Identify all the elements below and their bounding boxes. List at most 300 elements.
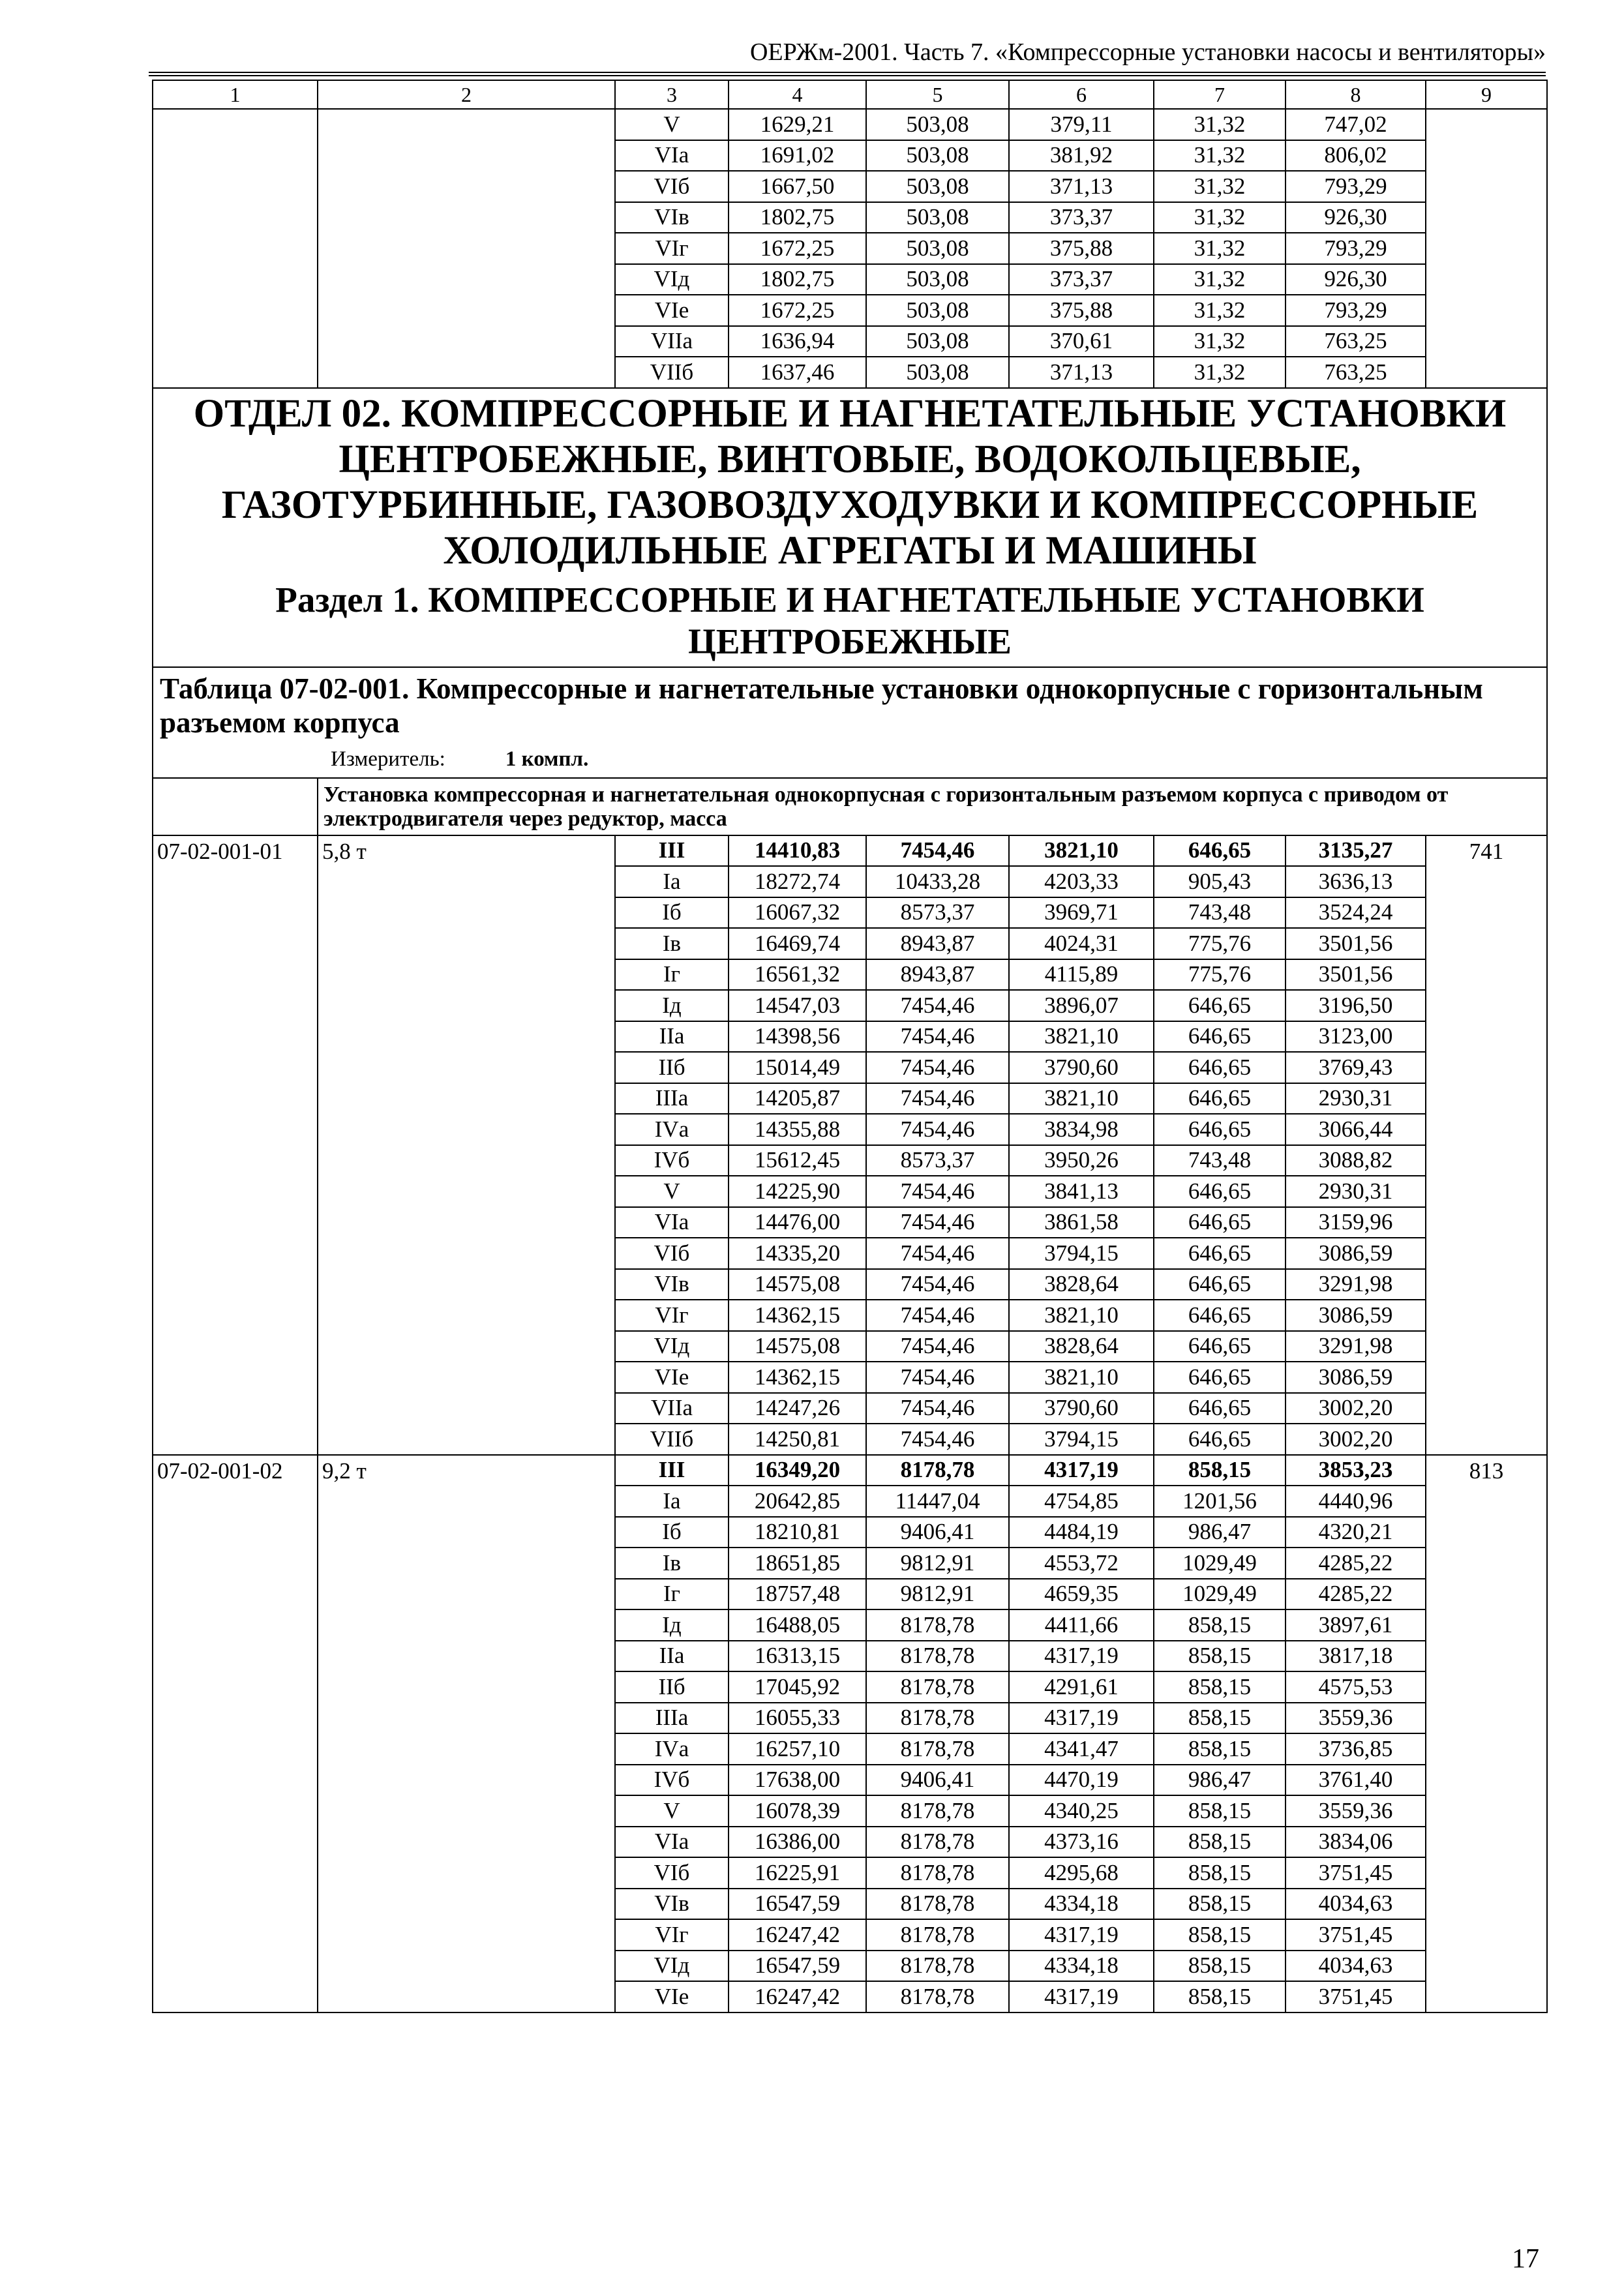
value-cell: 4754,85 bbox=[1009, 1486, 1154, 1517]
zone-cell: Iа bbox=[615, 1486, 729, 1517]
value-cell: 3291,98 bbox=[1286, 1331, 1426, 1362]
column-number: 5 bbox=[866, 80, 1009, 109]
table-row bbox=[153, 109, 1547, 140]
value-cell: 3159,96 bbox=[1286, 1207, 1426, 1238]
table-caption bbox=[153, 667, 1547, 778]
value-cell: 858,15 bbox=[1154, 1609, 1286, 1641]
zone-cell: VIб bbox=[615, 1857, 729, 1889]
value-cell: 4659,35 bbox=[1009, 1579, 1154, 1610]
value-cell: 858,15 bbox=[1154, 1951, 1286, 1982]
value-cell: 1672,25 bbox=[729, 295, 866, 326]
value-cell: 743,48 bbox=[1154, 1145, 1286, 1176]
value-cell: 2930,31 bbox=[1286, 1176, 1426, 1207]
value-cell: 3751,45 bbox=[1286, 1981, 1426, 2012]
zone-cell: Iг bbox=[615, 959, 729, 991]
value-cell: 11447,04 bbox=[866, 1486, 1009, 1517]
value-cell: 14225,90 bbox=[729, 1176, 866, 1207]
measure-line bbox=[160, 746, 1540, 772]
value-cell: 4553,72 bbox=[1009, 1548, 1154, 1579]
value-cell: 4484,19 bbox=[1009, 1517, 1154, 1548]
value-cell: 858,15 bbox=[1154, 1733, 1286, 1765]
value-cell: 3524,24 bbox=[1286, 897, 1426, 929]
value-cell: 375,88 bbox=[1009, 295, 1154, 326]
value-cell: 16488,05 bbox=[729, 1609, 866, 1641]
value-cell: 3291,98 bbox=[1286, 1269, 1426, 1300]
value-cell: 4203,33 bbox=[1009, 866, 1154, 897]
value-cell: 3769,43 bbox=[1286, 1052, 1426, 1083]
value-cell: 4034,63 bbox=[1286, 1951, 1426, 1982]
column-number: 1 bbox=[153, 80, 318, 109]
value-cell: 14362,15 bbox=[729, 1362, 866, 1393]
value-cell: 3088,82 bbox=[1286, 1145, 1426, 1176]
value-cell: 3761,40 bbox=[1286, 1765, 1426, 1796]
value-cell: 15014,49 bbox=[729, 1052, 866, 1083]
table-caption-row bbox=[153, 667, 1547, 778]
value-cell: 858,15 bbox=[1154, 1981, 1286, 2012]
zone-cell: VIIа bbox=[615, 1393, 729, 1424]
value-cell: 4470,19 bbox=[1009, 1765, 1154, 1796]
value-cell: 646,65 bbox=[1154, 1238, 1286, 1269]
value-cell: 16386,00 bbox=[729, 1827, 866, 1858]
value-cell: 9812,91 bbox=[866, 1579, 1009, 1610]
value-cell: 1201,56 bbox=[1154, 1486, 1286, 1517]
column-number: 4 bbox=[729, 80, 866, 109]
value-cell: 16247,42 bbox=[729, 1919, 866, 1951]
value-cell: 3002,20 bbox=[1286, 1393, 1426, 1424]
zone-cell: Iд bbox=[615, 990, 729, 1021]
value-cell: 646,65 bbox=[1154, 1362, 1286, 1393]
value-cell: 14335,20 bbox=[729, 1238, 866, 1269]
value-cell: 8178,78 bbox=[866, 1455, 1009, 1486]
table-row bbox=[153, 835, 1547, 867]
value-cell: 8178,78 bbox=[866, 1641, 1009, 1672]
zone-cell: VIв bbox=[615, 1269, 729, 1300]
value-cell: 4373,16 bbox=[1009, 1827, 1154, 1858]
value-cell: 7454,46 bbox=[866, 1331, 1009, 1362]
value-cell: 8178,78 bbox=[866, 1889, 1009, 1920]
value-cell: 3135,27 bbox=[1286, 835, 1426, 867]
value-cell: 14410,83 bbox=[729, 835, 866, 867]
value-cell: 646,65 bbox=[1154, 1300, 1286, 1331]
value-cell: 646,65 bbox=[1154, 1052, 1286, 1083]
measure-value: 1 компл. bbox=[505, 747, 589, 771]
column-number: 7 bbox=[1154, 80, 1286, 109]
value-cell: 858,15 bbox=[1154, 1703, 1286, 1734]
value-cell: 4291,61 bbox=[1009, 1671, 1154, 1703]
value-cell: 3821,10 bbox=[1009, 1083, 1154, 1115]
value-cell: 858,15 bbox=[1154, 1641, 1286, 1672]
department-row bbox=[153, 388, 1547, 667]
item-mass: 9,2 т bbox=[318, 1455, 615, 2012]
value-cell: 3086,59 bbox=[1286, 1362, 1426, 1393]
value-cell: 1802,75 bbox=[729, 202, 866, 233]
value-cell: 4334,18 bbox=[1009, 1951, 1154, 1982]
value-cell: 3501,56 bbox=[1286, 959, 1426, 991]
value-cell: 7454,46 bbox=[866, 1238, 1009, 1269]
zone-cell: VIIа bbox=[615, 326, 729, 357]
value-cell: 4024,31 bbox=[1009, 928, 1154, 959]
value-cell: 986,47 bbox=[1154, 1765, 1286, 1796]
value-cell: 8178,78 bbox=[866, 1795, 1009, 1827]
value-cell: 763,25 bbox=[1286, 326, 1426, 357]
value-cell: 646,65 bbox=[1154, 1424, 1286, 1455]
value-cell: 16469,74 bbox=[729, 928, 866, 959]
value-cell: 14250,81 bbox=[729, 1424, 866, 1455]
value-cell: 858,15 bbox=[1154, 1919, 1286, 1951]
value-cell: 31,32 bbox=[1154, 264, 1286, 295]
name-cell bbox=[318, 109, 615, 388]
value-cell: 18272,74 bbox=[729, 866, 866, 897]
value-cell: 926,30 bbox=[1286, 202, 1426, 233]
value-cell: 503,08 bbox=[866, 109, 1009, 140]
value-cell: 1691,02 bbox=[729, 140, 866, 172]
value-cell: 381,92 bbox=[1009, 140, 1154, 172]
value-cell: 793,29 bbox=[1286, 233, 1426, 264]
value-cell: 503,08 bbox=[866, 264, 1009, 295]
value-cell: 3086,59 bbox=[1286, 1300, 1426, 1331]
value-cell: 7454,46 bbox=[866, 1269, 1009, 1300]
column-number: 2 bbox=[318, 80, 615, 109]
value-cell: 4340,25 bbox=[1009, 1795, 1154, 1827]
value-cell: 3834,06 bbox=[1286, 1827, 1426, 1858]
value-cell: 16561,32 bbox=[729, 959, 866, 991]
value-cell: 793,29 bbox=[1286, 171, 1426, 202]
value-cell: 14205,87 bbox=[729, 1083, 866, 1115]
value-cell: 8178,78 bbox=[866, 1919, 1009, 1951]
value-cell: 8178,78 bbox=[866, 1671, 1009, 1703]
value-cell: 373,37 bbox=[1009, 202, 1154, 233]
value-cell: 8178,78 bbox=[866, 1827, 1009, 1858]
value-cell: 793,29 bbox=[1286, 295, 1426, 326]
value-cell: 858,15 bbox=[1154, 1889, 1286, 1920]
value-cell: 646,65 bbox=[1154, 1331, 1286, 1362]
value-cell: 1672,25 bbox=[729, 233, 866, 264]
value-cell: 3821,10 bbox=[1009, 1362, 1154, 1393]
zone-cell: III bbox=[615, 1455, 729, 1486]
value-cell: 503,08 bbox=[866, 233, 1009, 264]
value-cell: 646,65 bbox=[1154, 835, 1286, 867]
zone-cell: V bbox=[615, 1176, 729, 1207]
value-cell: 31,32 bbox=[1154, 233, 1286, 264]
value-cell: 8573,37 bbox=[866, 1145, 1009, 1176]
section-title: Раздел 1. КОМПРЕССОРНЫЕ И НАГНЕТАТЕЛЬНЫЕ УСТАНОВКИ ЦЕНТРОБЕЖНЫЕ bbox=[275, 579, 1424, 661]
value-cell: 3897,61 bbox=[1286, 1609, 1426, 1641]
value-cell: 8943,87 bbox=[866, 959, 1009, 991]
value-cell: 646,65 bbox=[1154, 1393, 1286, 1424]
zone-cell: Iа bbox=[615, 866, 729, 897]
value-cell: 31,32 bbox=[1154, 171, 1286, 202]
zone-cell: VIе bbox=[615, 1362, 729, 1393]
value-cell: 8943,87 bbox=[866, 928, 1009, 959]
value-cell: 370,61 bbox=[1009, 326, 1154, 357]
value-cell: 3790,60 bbox=[1009, 1052, 1154, 1083]
value-cell: 379,11 bbox=[1009, 109, 1154, 140]
value-cell: 3123,00 bbox=[1286, 1021, 1426, 1053]
zone-cell: VIг bbox=[615, 1300, 729, 1331]
column-number: 9 bbox=[1426, 80, 1547, 109]
value-cell: 16055,33 bbox=[729, 1703, 866, 1734]
value-cell: 31,32 bbox=[1154, 357, 1286, 388]
value-cell: 4295,68 bbox=[1009, 1857, 1154, 1889]
column-number: 8 bbox=[1286, 80, 1426, 109]
zone-cell: IVб bbox=[615, 1765, 729, 1796]
table-body bbox=[153, 80, 1547, 2012]
value-cell: 4317,19 bbox=[1009, 1455, 1154, 1486]
value-cell: 1637,46 bbox=[729, 357, 866, 388]
column-number: 3 bbox=[615, 80, 729, 109]
value-cell: 4285,22 bbox=[1286, 1579, 1426, 1610]
value-cell: 3066,44 bbox=[1286, 1114, 1426, 1145]
value-cell: 14355,88 bbox=[729, 1114, 866, 1145]
value-cell: 31,32 bbox=[1154, 295, 1286, 326]
zone-cell: VIа bbox=[615, 1207, 729, 1238]
zone-cell: VIб bbox=[615, 1238, 729, 1269]
value-cell: 15612,45 bbox=[729, 1145, 866, 1176]
zone-cell: VIа bbox=[615, 1827, 729, 1858]
value-cell: 3794,15 bbox=[1009, 1238, 1154, 1269]
value-cell: 3821,10 bbox=[1009, 1300, 1154, 1331]
value-cell: 7454,46 bbox=[866, 1424, 1009, 1455]
value-cell: 3828,64 bbox=[1009, 1331, 1154, 1362]
value-cell: 775,76 bbox=[1154, 928, 1286, 959]
zone-cell: IIа bbox=[615, 1641, 729, 1672]
zone-cell: VIе bbox=[615, 1981, 729, 2012]
value-cell: 14362,15 bbox=[729, 1300, 866, 1331]
zone-cell: IIб bbox=[615, 1671, 729, 1703]
zone-cell: IVа bbox=[615, 1114, 729, 1145]
value-cell: 371,13 bbox=[1009, 357, 1154, 388]
value-cell: 646,65 bbox=[1154, 1207, 1286, 1238]
column-number: 6 bbox=[1009, 80, 1154, 109]
value-cell: 503,08 bbox=[866, 140, 1009, 172]
zone-cell: III bbox=[615, 835, 729, 867]
code-cell bbox=[153, 109, 318, 388]
value-cell: 986,47 bbox=[1154, 1517, 1286, 1548]
value-cell: 9812,91 bbox=[866, 1548, 1009, 1579]
zone-cell: IVа bbox=[615, 1733, 729, 1765]
value-cell: 4034,63 bbox=[1286, 1889, 1426, 1920]
value-cell: 3751,45 bbox=[1286, 1919, 1426, 1951]
value-cell: 3821,10 bbox=[1009, 1021, 1154, 1053]
zone-cell: Iв bbox=[615, 928, 729, 959]
value-cell: 31,32 bbox=[1154, 202, 1286, 233]
value-cell: 3790,60 bbox=[1009, 1393, 1154, 1424]
price-cell bbox=[1426, 109, 1547, 388]
value-cell: 7454,46 bbox=[866, 1393, 1009, 1424]
zone-cell: VIв bbox=[615, 1889, 729, 1920]
zone-cell: Iб bbox=[615, 897, 729, 929]
value-cell: 7454,46 bbox=[866, 1021, 1009, 1053]
value-cell: 373,37 bbox=[1009, 264, 1154, 295]
description-row bbox=[153, 778, 1547, 835]
zone-cell: VIг bbox=[615, 233, 729, 264]
value-cell: 503,08 bbox=[866, 357, 1009, 388]
value-cell: 4341,47 bbox=[1009, 1733, 1154, 1765]
value-cell: 646,65 bbox=[1154, 990, 1286, 1021]
value-cell: 7454,46 bbox=[866, 1300, 1009, 1331]
value-cell: 31,32 bbox=[1154, 109, 1286, 140]
value-cell: 3841,13 bbox=[1009, 1176, 1154, 1207]
zone-cell: VIд bbox=[615, 1331, 729, 1362]
value-cell: 3559,36 bbox=[1286, 1703, 1426, 1734]
value-cell: 7454,46 bbox=[866, 1362, 1009, 1393]
zone-cell: VIе bbox=[615, 295, 729, 326]
value-cell: 31,32 bbox=[1154, 140, 1286, 172]
value-cell: 4285,22 bbox=[1286, 1548, 1426, 1579]
value-cell: 1029,49 bbox=[1154, 1579, 1286, 1610]
value-cell: 763,25 bbox=[1286, 357, 1426, 388]
value-cell: 503,08 bbox=[866, 295, 1009, 326]
zone-cell: IVб bbox=[615, 1145, 729, 1176]
column-number-row bbox=[153, 80, 1547, 109]
zone-cell: VIв bbox=[615, 202, 729, 233]
value-cell: 3196,50 bbox=[1286, 990, 1426, 1021]
value-cell: 375,88 bbox=[1009, 233, 1154, 264]
value-cell: 858,15 bbox=[1154, 1455, 1286, 1486]
running-header: ОЕРЖм-2001. Часть 7. «Компрессорные установки насосы и вентиляторы» bbox=[749, 38, 1546, 66]
item-code: 07-02-001-02 bbox=[153, 1455, 318, 2012]
value-cell: 775,76 bbox=[1154, 959, 1286, 991]
value-cell: 4317,19 bbox=[1009, 1981, 1154, 2012]
value-cell: 3817,18 bbox=[1286, 1641, 1426, 1672]
item-description: Установка компрессорная и нагнетательная однокорпусная с горизонтальным разъемом корпуса с приводом от электродвигателя через редуктор, масса bbox=[318, 778, 1547, 835]
value-cell: 16225,91 bbox=[729, 1857, 866, 1889]
value-cell: 16247,42 bbox=[729, 1981, 866, 2012]
value-cell: 7454,46 bbox=[866, 1176, 1009, 1207]
value-cell: 4115,89 bbox=[1009, 959, 1154, 991]
value-cell: 3751,45 bbox=[1286, 1857, 1426, 1889]
zone-cell: Iв bbox=[615, 1548, 729, 1579]
value-cell: 17045,92 bbox=[729, 1671, 866, 1703]
value-cell: 7454,46 bbox=[866, 990, 1009, 1021]
value-cell: 7454,46 bbox=[866, 1052, 1009, 1083]
value-cell: 16313,15 bbox=[729, 1641, 866, 1672]
header-rule bbox=[149, 72, 1546, 76]
value-cell: 3559,36 bbox=[1286, 1795, 1426, 1827]
zone-cell: Iд bbox=[615, 1609, 729, 1641]
value-cell: 3861,58 bbox=[1009, 1207, 1154, 1238]
value-cell: 3834,98 bbox=[1009, 1114, 1154, 1145]
value-cell: 4317,19 bbox=[1009, 1703, 1154, 1734]
value-cell: 14476,00 bbox=[729, 1207, 866, 1238]
value-cell: 3896,07 bbox=[1009, 990, 1154, 1021]
value-cell: 20642,85 bbox=[729, 1486, 866, 1517]
value-cell: 16547,59 bbox=[729, 1951, 866, 1982]
value-cell: 4334,18 bbox=[1009, 1889, 1154, 1920]
value-cell: 1629,21 bbox=[729, 109, 866, 140]
value-cell: 4411,66 bbox=[1009, 1609, 1154, 1641]
value-cell: 8178,78 bbox=[866, 1981, 1009, 2012]
value-cell: 646,65 bbox=[1154, 1021, 1286, 1053]
value-cell: 10433,28 bbox=[866, 866, 1009, 897]
value-cell: 3086,59 bbox=[1286, 1238, 1426, 1269]
value-cell: 858,15 bbox=[1154, 1795, 1286, 1827]
value-cell: 16078,39 bbox=[729, 1795, 866, 1827]
zone-cell: VIа bbox=[615, 140, 729, 172]
measure-label: Измеритель: bbox=[331, 747, 445, 771]
value-cell: 9406,41 bbox=[866, 1765, 1009, 1796]
value-cell: 3501,56 bbox=[1286, 928, 1426, 959]
zone-cell: VIIб bbox=[615, 1424, 729, 1455]
zone-cell: IIIа bbox=[615, 1083, 729, 1115]
value-cell: 8178,78 bbox=[866, 1609, 1009, 1641]
table-title: Таблица 07-02-001. Компрессорные и нагнетательные установки однокорпусные с горизонтальным разъемом корпуса bbox=[160, 672, 1483, 739]
value-cell: 16067,32 bbox=[729, 897, 866, 929]
zone-cell: IIIа bbox=[615, 1703, 729, 1734]
value-cell: 3636,13 bbox=[1286, 866, 1426, 897]
value-cell: 4320,21 bbox=[1286, 1517, 1426, 1548]
value-cell: 18757,48 bbox=[729, 1579, 866, 1610]
value-cell: 16547,59 bbox=[729, 1889, 866, 1920]
value-cell: 3736,85 bbox=[1286, 1733, 1426, 1765]
value-cell: 3821,10 bbox=[1009, 835, 1154, 867]
value-cell: 8178,78 bbox=[866, 1733, 1009, 1765]
value-cell: 4317,19 bbox=[1009, 1641, 1154, 1672]
value-cell: 503,08 bbox=[866, 202, 1009, 233]
value-cell: 743,48 bbox=[1154, 897, 1286, 929]
zone-cell: IIа bbox=[615, 1021, 729, 1053]
zone-cell: Iг bbox=[615, 1579, 729, 1610]
value-cell: 7454,46 bbox=[866, 1207, 1009, 1238]
value-cell: 646,65 bbox=[1154, 1083, 1286, 1115]
value-cell: 31,32 bbox=[1154, 326, 1286, 357]
value-cell: 926,30 bbox=[1286, 264, 1426, 295]
value-cell: 8573,37 bbox=[866, 897, 1009, 929]
value-cell: 905,43 bbox=[1154, 866, 1286, 897]
zone-cell: VIд bbox=[615, 264, 729, 295]
item-price: 813 bbox=[1426, 1455, 1547, 2012]
value-cell: 14575,08 bbox=[729, 1331, 866, 1362]
code-cell bbox=[153, 778, 318, 835]
value-cell: 16349,20 bbox=[729, 1455, 866, 1486]
value-cell: 3002,20 bbox=[1286, 1424, 1426, 1455]
value-cell: 1667,50 bbox=[729, 171, 866, 202]
value-cell: 3828,64 bbox=[1009, 1269, 1154, 1300]
value-cell: 9406,41 bbox=[866, 1517, 1009, 1548]
value-cell: 16257,10 bbox=[729, 1733, 866, 1765]
value-cell: 503,08 bbox=[866, 171, 1009, 202]
item-code: 07-02-001-01 bbox=[153, 835, 318, 1455]
value-cell: 7454,46 bbox=[866, 1114, 1009, 1145]
page-number: 17 bbox=[1512, 2244, 1539, 2274]
value-cell: 14398,56 bbox=[729, 1021, 866, 1053]
value-cell: 1802,75 bbox=[729, 264, 866, 295]
zone-cell: VIб bbox=[615, 171, 729, 202]
item-mass: 5,8 т bbox=[318, 835, 615, 1455]
value-cell: 3969,71 bbox=[1009, 897, 1154, 929]
table-row bbox=[153, 1455, 1547, 1486]
value-cell: 503,08 bbox=[866, 326, 1009, 357]
value-cell: 8178,78 bbox=[866, 1703, 1009, 1734]
value-cell: 18210,81 bbox=[729, 1517, 866, 1548]
zone-cell: VIг bbox=[615, 1919, 729, 1951]
value-cell: 17638,00 bbox=[729, 1765, 866, 1796]
value-cell: 1636,94 bbox=[729, 326, 866, 357]
zone-cell: V bbox=[615, 1795, 729, 1827]
value-cell: 3794,15 bbox=[1009, 1424, 1154, 1455]
zone-cell: VIIб bbox=[615, 357, 729, 388]
value-cell: 646,65 bbox=[1154, 1269, 1286, 1300]
department-heading bbox=[153, 388, 1547, 667]
value-cell: 858,15 bbox=[1154, 1857, 1286, 1889]
zone-cell: V bbox=[615, 109, 729, 140]
department-title: ОТДЕЛ 02. КОМПРЕССОРНЫЕ И НАГНЕТАТЕЛЬНЫЕ УСТАНОВКИ ЦЕНТРОБЕЖНЫЕ, ВИНТОВЫЕ, ВОДОКОЛЬЦЕВЫЕ, ГАЗОТУРБИННЫЕ, ГАЗОВОЗДУХОДУВКИ И КОМПРЕССОРНЫЕ ХОЛОДИЛЬНЫЕ АГРЕГАТЫ И МАШИНЫ bbox=[193, 391, 1507, 573]
zone-cell: IIб bbox=[615, 1052, 729, 1083]
value-cell: 646,65 bbox=[1154, 1114, 1286, 1145]
value-cell: 806,02 bbox=[1286, 140, 1426, 172]
value-cell: 646,65 bbox=[1154, 1176, 1286, 1207]
value-cell: 4575,53 bbox=[1286, 1671, 1426, 1703]
